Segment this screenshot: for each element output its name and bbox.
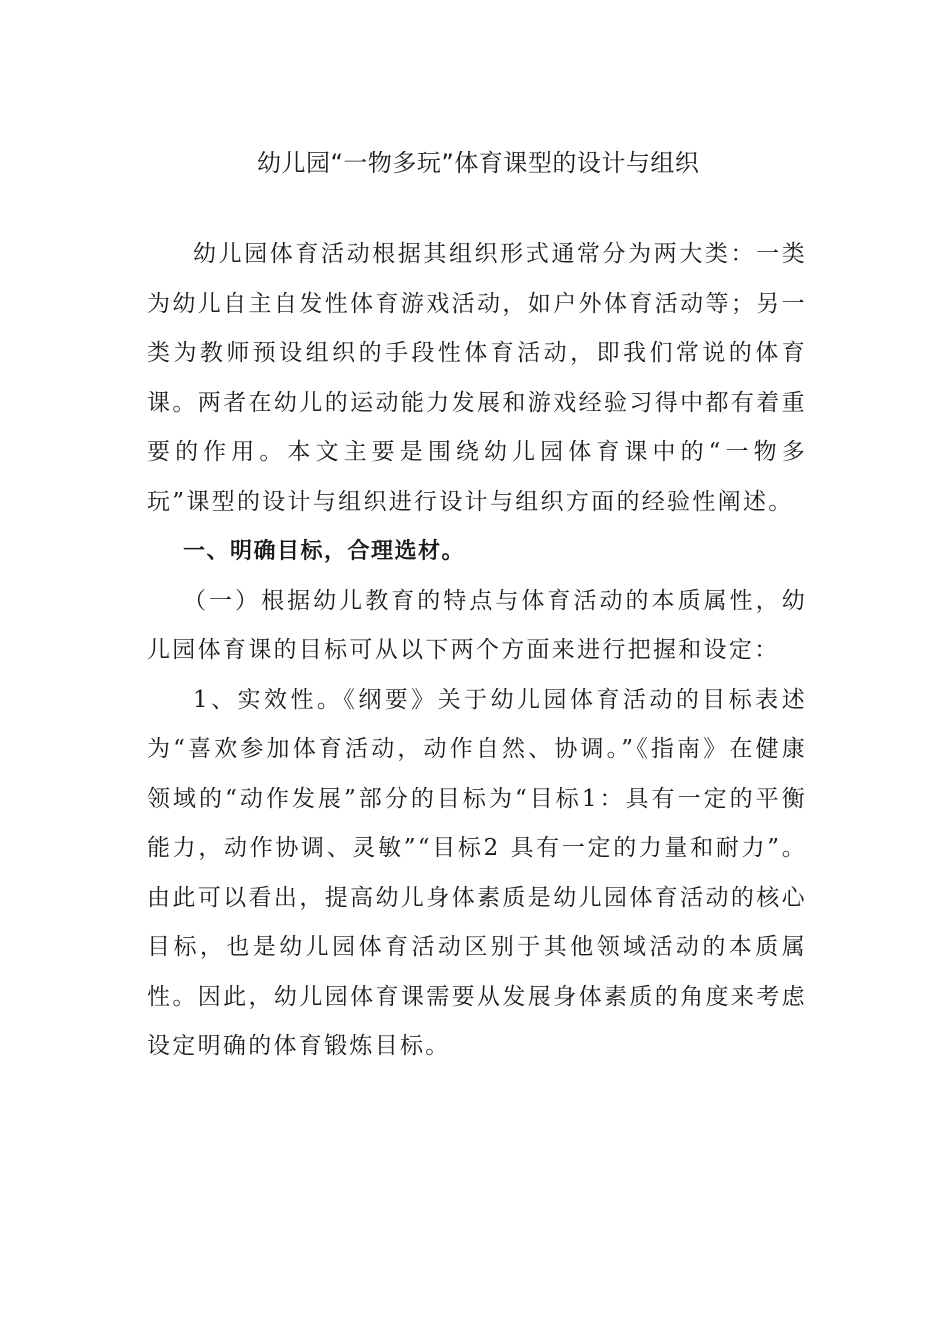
point-paragraph-1: 1、实效性。《纲要》关于幼儿园体育活动的目标表述为“喜欢参加体育活动，动作自然、协调。”《指南》在健康领域的“动作发展”部分的目标为“目标1：具有一定的平衡能力，动作协调、灵敏”“目标2 具有一定的力量和耐力”。由此可以看出，提高幼儿身体素质是幼儿园体育活动的核心目标，也是幼儿园体育活动区别于其他领域活动的本质属性。因此，幼儿园体育课需要从发展身体素质的角度来考虑设定明确的体育锻炼目标。 (147, 686, 807, 1059)
document-body (147, 230, 807, 1072)
document-title: 幼儿园“一物多玩”体育课型的设计与组织 (257, 149, 700, 177)
intro-paragraph: 幼儿园体育活动根据其组织形式通常分为两大类：一类为幼儿自主自发性体育游戏活动，如户外体育活动等；另一类为教师预设组织的手段性体育活动，即我们常说的体育课。两者在幼儿的运动能力发展和游戏经验习得中都有着重要的作用。本文主要是围绕幼儿园体育课中的“一物多玩”课型的设计与组织进行设计与组织方面的经验性阐述。 (147, 241, 807, 515)
section-heading-1: 一、明确目标，合理选材。 (183, 539, 466, 564)
subsection-paragraph-1: （一）根据幼儿教育的特点与体育活动的本质属性，幼儿园体育课的目标可从以下两个方面来进行把握和设定： (147, 587, 807, 663)
